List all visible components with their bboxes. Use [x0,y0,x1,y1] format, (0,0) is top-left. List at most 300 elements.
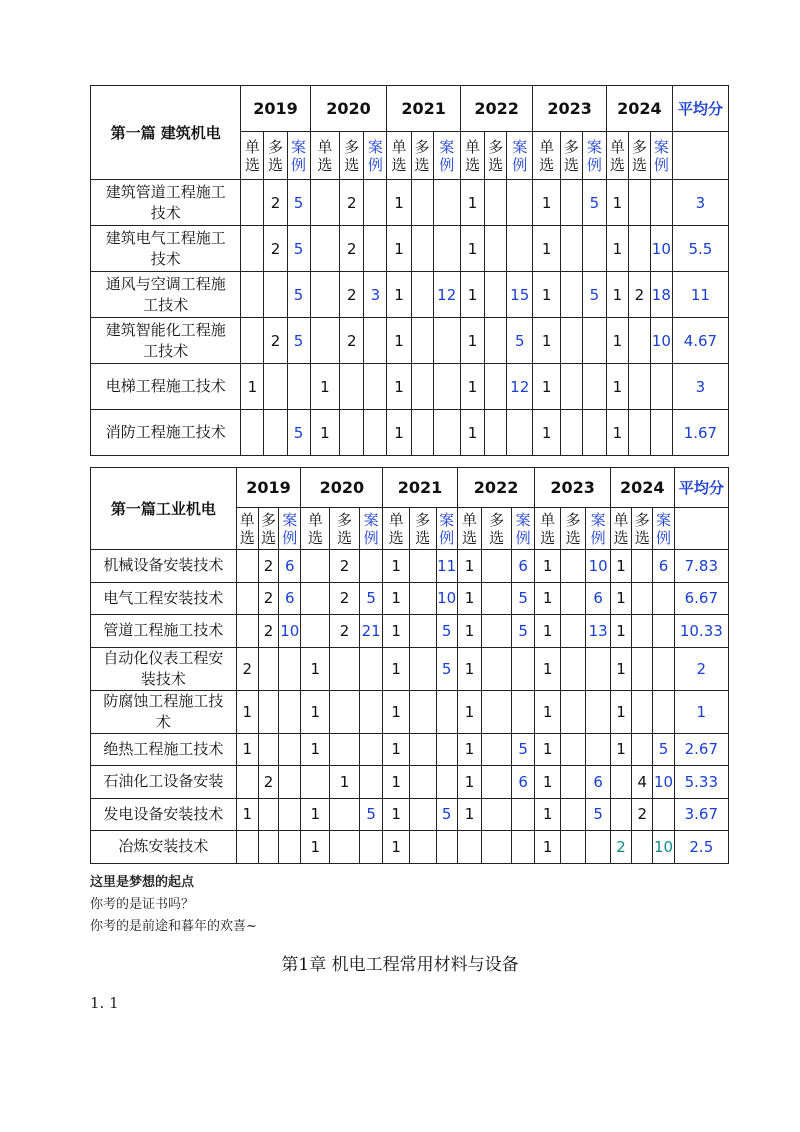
score-cell [241,318,264,364]
score-cell: 5 [359,582,382,615]
average-score: 6.67 [674,582,728,615]
score-cell: 5 [582,272,606,318]
score-cell [330,690,360,733]
score-cell [411,180,433,226]
year-header: 2024 [606,86,672,132]
score-cell: 5 [436,647,457,690]
score-cell: 1 [457,582,481,615]
score-cell [340,410,364,456]
question-type-header: 单 选 [610,508,631,550]
score-cell [560,690,586,733]
score-cell [482,582,512,615]
score-cell: 1 [457,690,481,733]
question-type-header: 多 选 [258,508,278,550]
score-cell [236,550,258,583]
score-cell: 5 [287,226,310,272]
score-cell: 10 [653,831,674,864]
score-cell [279,733,301,766]
score-cell: 21 [359,615,382,648]
score-cell: 1 [301,647,330,690]
score-cell: 2 [264,318,287,364]
score-cell: 2 [340,318,364,364]
score-cell: 6 [279,550,301,583]
score-cell: 1 [460,226,484,272]
score-cell [258,733,278,766]
table-row [91,318,729,364]
year-header: 2021 [383,468,457,508]
score-cell [359,550,382,583]
question-type-header: 多 选 [340,132,364,180]
score-cell [560,831,586,864]
score-cell: 1 [387,180,411,226]
question-type-header: 多 选 [264,132,287,180]
question-type-header: 案 例 [287,132,310,180]
score-cell: 6 [511,766,534,799]
score-cell: 2 [258,550,278,583]
score-cell [301,582,330,615]
topic-name: 建筑智能化工程施 工技术 [91,318,241,364]
score-cell: 1 [533,226,560,272]
score-cell: 1 [457,615,481,648]
score-cell [411,318,433,364]
question-type-header: 单 选 [387,132,411,180]
question-type-header: 多 选 [411,132,433,180]
score-cell: 1 [535,831,561,864]
score-cell: 1 [535,647,561,690]
empty-cell [672,132,728,180]
score-cell [482,690,512,733]
score-cell: 1 [310,410,340,456]
year-header: 2019 [236,468,301,508]
score-cell [628,226,650,272]
score-cell: 1 [457,647,481,690]
score-cell [411,364,433,410]
score-cell: 2 [258,766,278,799]
score-cell [264,410,287,456]
score-cell: 6 [511,550,534,583]
question-type-header: 单 选 [533,132,560,180]
topic-name: 管道工程施工技术 [91,615,237,648]
score-cell [436,733,457,766]
score-cell [301,550,330,583]
score-cell [364,410,387,456]
score-cell: 2 [330,550,360,583]
score-cell: 1 [460,318,484,364]
score-cell [364,226,387,272]
score-cell [310,318,340,364]
score-cell: 18 [650,272,672,318]
score-cell [560,180,582,226]
score-cell [650,410,672,456]
score-cell: 1 [383,582,410,615]
score-cell: 12 [433,272,460,318]
score-cell: 13 [586,615,610,648]
topic-name: 通风与空调工程施 工技术 [91,272,241,318]
score-cell [264,272,287,318]
score-cell: 1 [387,318,411,364]
score-cell: 5 [287,318,310,364]
score-cell: 6 [586,582,610,615]
score-cell: 5 [507,318,533,364]
motivation-notes [90,872,257,938]
average-score: 5.5 [672,226,728,272]
table-row [91,798,729,831]
score-cell [582,410,606,456]
score-cell [653,798,674,831]
score-cell: 1 [610,615,631,648]
note-line: 这里是梦想的起点 [90,875,195,890]
score-cell [411,272,433,318]
score-cell [340,364,364,410]
score-cell [511,798,534,831]
year-header: 2019 [241,86,310,132]
question-type-header: 单 选 [310,132,340,180]
score-cell: 1 [301,831,330,864]
score-cell: 2 [340,272,364,318]
section-number: 1. 1 [90,994,119,1012]
table-row [91,272,729,318]
average-score: 11 [672,272,728,318]
score-cell [409,550,436,583]
score-cell: 1 [606,364,628,410]
score-cell [482,550,512,583]
score-cell: 1 [387,364,411,410]
score-cell: 1 [535,615,561,648]
score-cell: 2 [628,272,650,318]
score-cell: 1 [236,733,258,766]
score-cell: 5 [359,798,382,831]
average-score: 2.67 [674,733,728,766]
score-cell [560,582,586,615]
score-cell: 5 [582,180,606,226]
score-cell: 5 [511,582,534,615]
score-cell: 1 [301,733,330,766]
question-type-header: 单 选 [383,508,410,550]
question-type-header: 多 选 [482,508,512,550]
score-cell [482,798,512,831]
score-cell [241,226,264,272]
average-score: 4.67 [672,318,728,364]
score-cell [560,615,586,648]
section-title: 第一篇工业机电 [91,468,237,550]
score-cell: 10 [653,766,674,799]
score-cell: 1 [457,766,481,799]
score-cell [436,766,457,799]
score-cell [433,410,460,456]
section-title: 第一篇 建筑机电 [91,86,241,180]
year-header: 2022 [457,468,535,508]
question-type-header: 多 选 [485,132,507,180]
score-cell [409,831,436,864]
score-cell: 11 [436,550,457,583]
score-cell [560,272,582,318]
table-row [91,364,729,410]
score-cell [409,690,436,733]
score-cell [485,180,507,226]
score-cell [264,364,287,410]
score-cell [628,180,650,226]
building-mep-score-table [90,85,729,456]
score-cell: 1 [383,647,410,690]
score-cell [653,690,674,733]
question-type-header: 多 选 [560,508,586,550]
score-cell [632,647,653,690]
score-cell [436,831,457,864]
table-row [91,647,729,690]
note-line: 你考的是前途和暮年的欢喜~ [90,919,257,934]
score-cell [560,410,582,456]
score-cell: 6 [653,550,674,583]
score-cell [482,733,512,766]
question-type-header: 案 例 [650,132,672,180]
topic-name: 冶炼安装技术 [91,831,237,864]
score-cell [632,615,653,648]
score-cell: 1 [387,226,411,272]
score-cell: 1 [301,798,330,831]
score-cell: 1 [533,272,560,318]
average-score: 2.5 [674,831,728,864]
score-cell [279,831,301,864]
score-cell [433,180,460,226]
table-row [91,226,729,272]
score-cell: 1 [460,180,484,226]
score-cell: 5 [287,410,310,456]
score-cell [409,647,436,690]
score-cell: 15 [507,272,533,318]
score-cell [436,690,457,733]
score-cell: 2 [610,831,631,864]
score-cell: 1 [310,364,340,410]
score-cell [310,180,340,226]
average-score: 7.83 [674,550,728,583]
score-cell: 1 [610,647,631,690]
score-cell: 5 [653,733,674,766]
score-cell [507,226,533,272]
score-cell: 1 [236,690,258,733]
score-cell: 2 [258,582,278,615]
year-header: 2020 [310,86,387,132]
average-score: 3 [672,180,728,226]
year-header: 2023 [533,86,607,132]
question-type-header: 案 例 [433,132,460,180]
question-type-header: 单 选 [301,508,330,550]
score-cell: 12 [507,364,533,410]
score-cell [301,766,330,799]
score-cell: 1 [387,410,411,456]
score-cell [433,226,460,272]
score-cell [511,647,534,690]
score-cell: 1 [610,582,631,615]
score-cell: 10 [586,550,610,583]
question-type-header: 案 例 [436,508,457,550]
question-type-header: 案 例 [507,132,533,180]
chapter-title: 第1章 机电工程常用材料与设备 [281,955,519,975]
score-cell: 1 [460,364,484,410]
score-cell [310,272,340,318]
score-cell [653,615,674,648]
score-cell: 5 [511,615,534,648]
score-cell [650,364,672,410]
question-type-header: 单 选 [241,132,264,180]
score-cell [632,690,653,733]
score-cell: 10 [650,226,672,272]
table-row [91,831,729,864]
note-line: 你考的是证书吗？ [90,897,195,912]
score-cell [653,647,674,690]
question-type-header: 单 选 [457,508,481,550]
score-cell [485,272,507,318]
score-cell [632,582,653,615]
score-cell: 5 [511,733,534,766]
question-type-header: 案 例 [364,132,387,180]
score-cell [560,226,582,272]
score-cell: 5 [287,180,310,226]
score-cell: 1 [533,180,560,226]
score-cell: 1 [460,272,484,318]
topic-name: 机械设备安装技术 [91,550,237,583]
score-cell: 1 [383,690,410,733]
table-row [91,615,729,648]
question-type-header: 多 选 [330,508,360,550]
question-type-header: 单 选 [535,508,561,550]
score-cell: 10 [436,582,457,615]
score-cell [279,690,301,733]
score-cell [359,733,382,766]
score-cell: 2 [340,226,364,272]
score-cell [236,831,258,864]
score-cell [330,798,360,831]
score-cell [482,831,512,864]
score-cell [586,733,610,766]
score-cell [632,831,653,864]
score-cell [632,733,653,766]
score-cell [560,766,586,799]
average-score: 1.67 [672,410,728,456]
question-type-header: 单 选 [236,508,258,550]
average-score: 3.67 [674,798,728,831]
score-cell: 1 [383,615,410,648]
score-cell [359,766,382,799]
score-cell: 2 [264,180,287,226]
score-cell [258,798,278,831]
score-cell: 6 [279,582,301,615]
score-cell [628,364,650,410]
score-cell: 1 [535,766,561,799]
average-score: 1 [674,690,728,733]
score-cell [433,364,460,410]
score-cell: 1 [606,226,628,272]
question-type-header: 多 选 [560,132,582,180]
score-cell: 1 [533,364,560,410]
score-cell [628,410,650,456]
score-cell [653,582,674,615]
score-cell [258,647,278,690]
score-cell [330,647,360,690]
score-cell [586,647,610,690]
score-cell: 6 [586,766,610,799]
score-cell [482,615,512,648]
score-cell [433,318,460,364]
topic-name: 建筑管道工程施工 技术 [91,180,241,226]
score-cell [310,226,340,272]
table-row [91,733,729,766]
score-cell: 5 [586,798,610,831]
question-type-header: 多 选 [628,132,650,180]
score-cell [241,410,264,456]
score-cell: 4 [632,766,653,799]
score-cell: 1 [457,550,481,583]
score-cell [279,766,301,799]
year-header: 2021 [387,86,461,132]
empty-cell [674,508,728,550]
question-type-header: 案 例 [279,508,301,550]
topic-name: 电气工程安装技术 [91,582,237,615]
question-type-header: 案 例 [653,508,674,550]
question-type-header: 多 选 [409,508,436,550]
topic-name: 建筑电气工程施工 技术 [91,226,241,272]
score-cell [236,615,258,648]
score-cell: 2 [330,615,360,648]
score-cell: 5 [436,615,457,648]
table-row [91,180,729,226]
score-cell: 2 [330,582,360,615]
question-type-header: 案 例 [359,508,382,550]
topic-name: 发电设备安装技术 [91,798,237,831]
topic-name: 防腐蚀工程施工技 术 [91,690,237,733]
score-cell [409,733,436,766]
score-cell [610,798,631,831]
score-cell: 1 [241,364,264,410]
score-cell [586,831,610,864]
score-cell: 1 [330,766,360,799]
year-header: 2024 [610,468,674,508]
score-cell: 10 [279,615,301,648]
score-cell [582,226,606,272]
score-cell: 1 [387,272,411,318]
score-cell [411,410,433,456]
score-cell [511,690,534,733]
score-cell: 1 [457,733,481,766]
score-cell: 1 [383,798,410,831]
score-cell: 1 [533,410,560,456]
score-cell: 10 [650,318,672,364]
average-score: 2 [674,647,728,690]
score-cell [330,733,360,766]
average-score: 10.33 [674,615,728,648]
score-cell [409,615,436,648]
score-cell: 2 [340,180,364,226]
score-cell: 1 [535,582,561,615]
score-cell: 1 [533,318,560,364]
score-cell [485,410,507,456]
score-cell [330,831,360,864]
score-cell: 1 [535,733,561,766]
topic-name: 绝热工程施工技术 [91,733,237,766]
score-cell: 1 [535,798,561,831]
score-cell: 1 [236,798,258,831]
score-cell [359,690,382,733]
industrial-mep-score-table [90,467,729,864]
score-cell [279,798,301,831]
table-row [91,582,729,615]
topic-name: 自动化仪表工程安 装技术 [91,647,237,690]
score-cell: 1 [383,766,410,799]
score-cell [582,364,606,410]
score-cell: 1 [606,410,628,456]
score-cell [485,318,507,364]
score-cell: 2 [258,615,278,648]
topic-name: 电梯工程施工技术 [91,364,241,410]
